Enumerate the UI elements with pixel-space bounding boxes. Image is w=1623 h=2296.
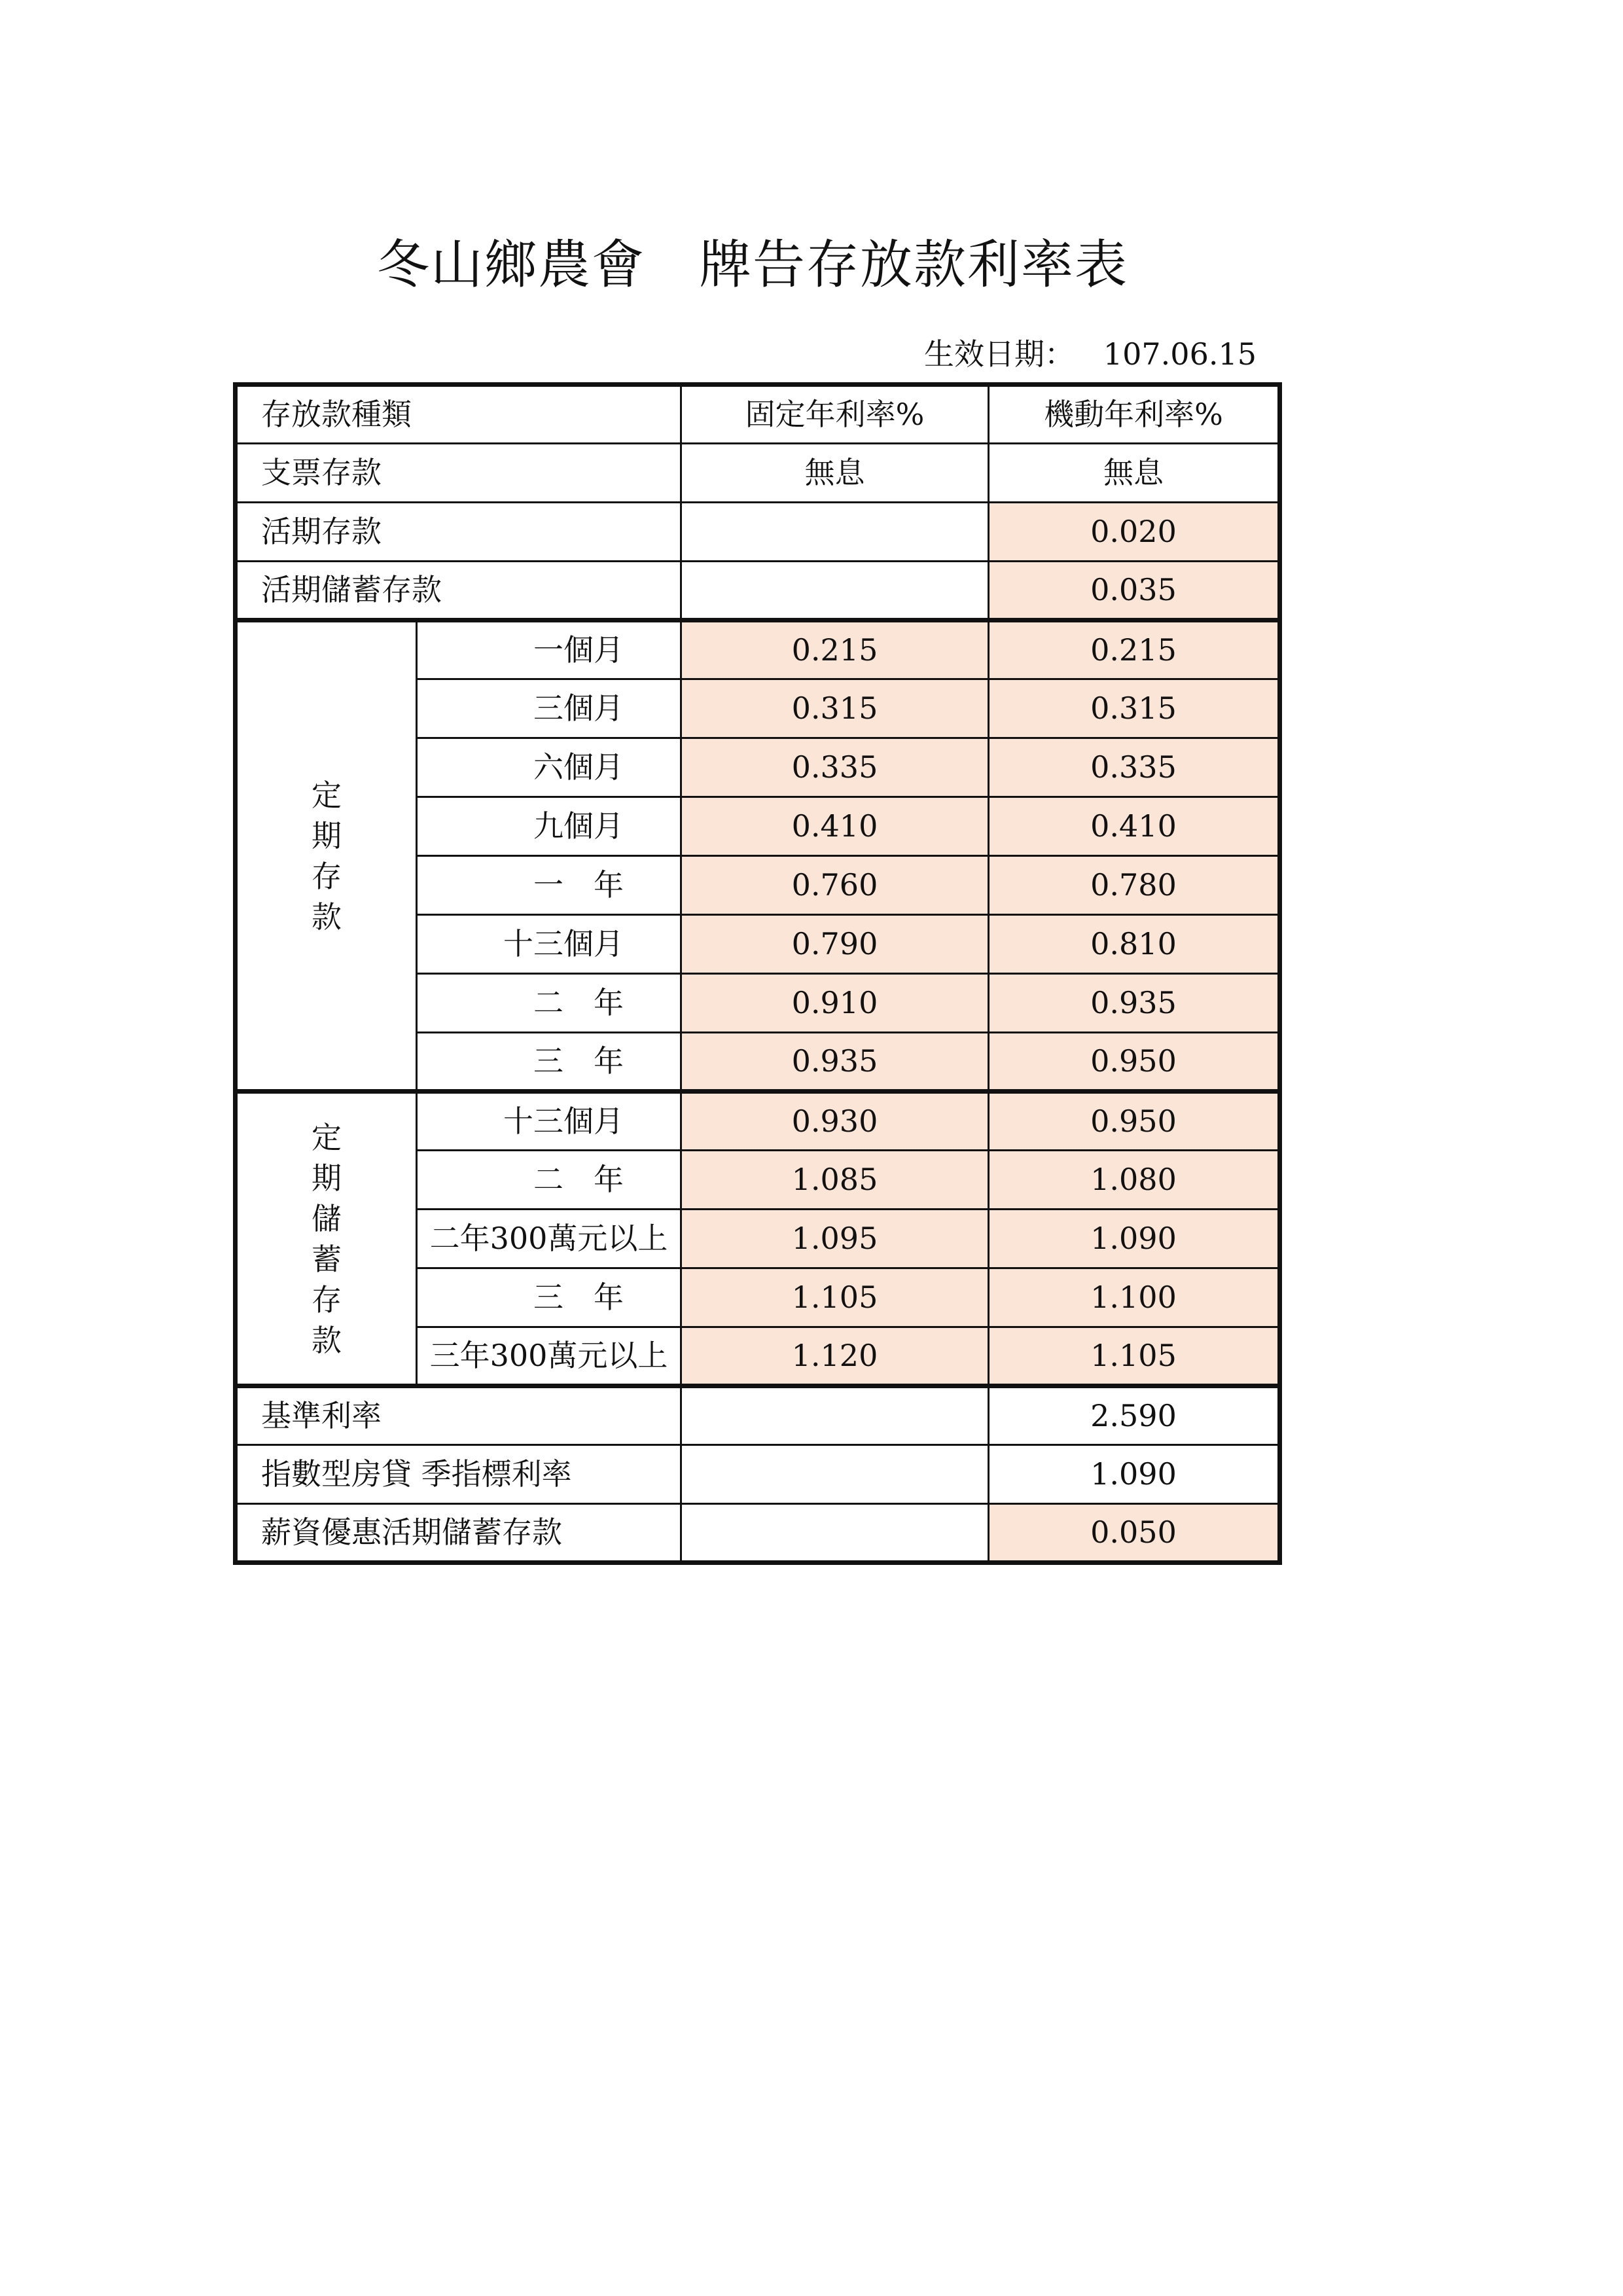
- header-floating: 機動年利率%: [989, 385, 1280, 444]
- fixed-rate: 1.120: [681, 1327, 989, 1386]
- fixed-rate: 0.335: [681, 738, 989, 797]
- floating-rate: 無息: [989, 444, 1280, 503]
- floating-rate: 0.315: [989, 679, 1280, 738]
- fixed-rate: 無息: [681, 444, 989, 503]
- table-row: [236, 1445, 1280, 1504]
- floating-rate: 1.100: [989, 1268, 1280, 1327]
- fixed-rate: 0.790: [681, 915, 989, 974]
- floating-rate: 2.590: [989, 1386, 1280, 1445]
- row-label: 指數型房貸 季指標利率: [236, 1445, 681, 1504]
- row-label: 薪資優惠活期儲蓄存款: [236, 1504, 681, 1563]
- time-savings-deposit-label: 定期儲蓄存款: [236, 1092, 417, 1386]
- row-label: 支票存款: [236, 444, 681, 503]
- row-label: 基準利率: [236, 1386, 681, 1445]
- term-label: 三年300萬元以上: [417, 1327, 681, 1386]
- time-deposit-label: 定期存款: [236, 620, 417, 1092]
- table-row: [236, 1386, 1280, 1445]
- floating-rate: 0.050: [989, 1504, 1280, 1563]
- floating-rate: 1.105: [989, 1327, 1280, 1386]
- floating-rate: 1.080: [989, 1151, 1280, 1210]
- fixed-rate: 0.935: [681, 1033, 989, 1092]
- term-label: 十三個月: [417, 915, 681, 974]
- term-label: 一 年: [417, 856, 681, 915]
- fixed-rate: 0.315: [681, 679, 989, 738]
- term-label: 十三個月: [417, 1092, 681, 1151]
- term-label: 三 年: [417, 1268, 681, 1327]
- fixed-rate: [681, 1386, 989, 1445]
- fixed-rate: [681, 562, 989, 620]
- floating-rate: 0.935: [989, 974, 1280, 1033]
- term-label: 二 年: [417, 974, 681, 1033]
- term-label: 三 年: [417, 1033, 681, 1092]
- fixed-rate: [681, 503, 989, 562]
- floating-rate: 1.090: [989, 1210, 1280, 1268]
- term-label: 二 年: [417, 1151, 681, 1210]
- floating-rate: 0.810: [989, 915, 1280, 974]
- rate-table: [233, 382, 1282, 1565]
- table-row: [236, 1092, 1280, 1151]
- term-label: 二年300萬元以上: [417, 1210, 681, 1268]
- fixed-rate: 1.085: [681, 1151, 989, 1210]
- table-row: [236, 1504, 1280, 1563]
- fixed-rate: 0.215: [681, 620, 989, 679]
- fixed-rate: 0.910: [681, 974, 989, 1033]
- floating-rate: 0.335: [989, 738, 1280, 797]
- floating-rate: 0.780: [989, 856, 1280, 915]
- term-label: 一個月: [417, 620, 681, 679]
- fixed-rate: [681, 1504, 989, 1563]
- fixed-rate: 0.930: [681, 1092, 989, 1151]
- fixed-rate: 1.095: [681, 1210, 989, 1268]
- table-row: [236, 620, 1280, 679]
- header-row: [236, 385, 1280, 444]
- row-label: 活期儲蓄存款: [236, 562, 681, 620]
- header-type: 存放款種類: [236, 385, 681, 444]
- effective-date-label: 生效日期：: [924, 336, 1075, 372]
- row-label: 活期存款: [236, 503, 681, 562]
- table-row: [236, 562, 1280, 620]
- floating-rate: 0.410: [989, 797, 1280, 856]
- floating-rate: 0.020: [989, 503, 1280, 562]
- table-row: [236, 503, 1280, 562]
- fixed-rate: 1.105: [681, 1268, 989, 1327]
- floating-rate: 0.950: [989, 1092, 1280, 1151]
- fixed-rate: 0.410: [681, 797, 989, 856]
- table-row: [236, 444, 1280, 503]
- effective-date: [883, 331, 1257, 374]
- term-label: 九個月: [417, 797, 681, 856]
- term-label: 六個月: [417, 738, 681, 797]
- fixed-rate: [681, 1445, 989, 1504]
- floating-rate: 1.090: [989, 1445, 1280, 1504]
- fixed-rate: 0.760: [681, 856, 989, 915]
- floating-rate: 0.215: [989, 620, 1280, 679]
- floating-rate: 0.035: [989, 562, 1280, 620]
- floating-rate: 0.950: [989, 1033, 1280, 1092]
- header-fixed: 固定年利率%: [681, 385, 989, 444]
- effective-date-value: 107.06.15: [1103, 336, 1257, 372]
- page-title: 冬山鄉農會 牌告存放款利率表: [377, 234, 1128, 295]
- term-label: 三個月: [417, 679, 681, 738]
